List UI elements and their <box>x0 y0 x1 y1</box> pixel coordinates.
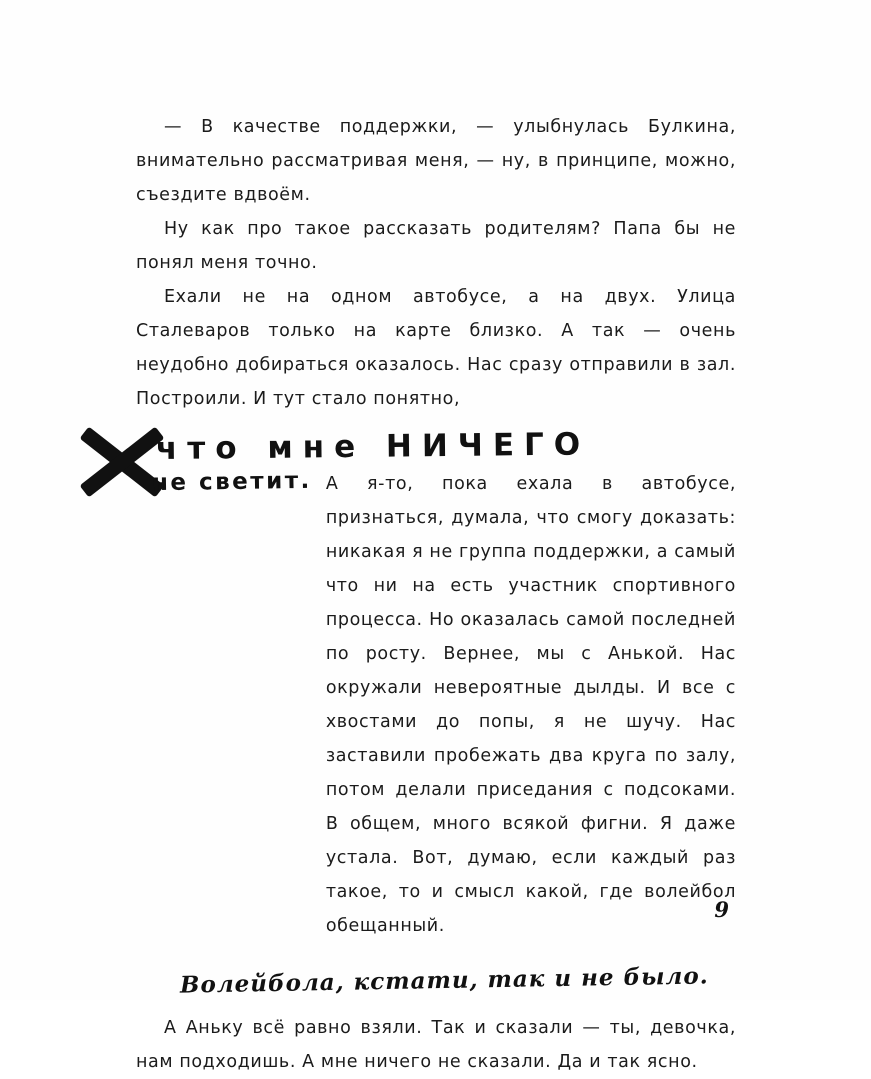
handwritten-line-mid: не светит. <box>151 467 312 497</box>
paragraph: — В качестве поддержки, — улыбнулась Булкина, внимательно рассматривая меня, — ну, в принципе, можно, съездите вдвоём. <box>136 117 736 205</box>
paragraph: Ехали не на одном автобусе, а на двух. Улица Сталеваров только на карте близко. А так — очень неудобно добираться оказалось. Нас сразу отправили в зал. Построили. И тут стало понятно, <box>136 287 736 409</box>
paragraph: Ну как про такое рассказать родителям? Папа бы не понял меня точно. <box>136 219 736 273</box>
paragraph: А Аньку всё равно взяли. Так и сказали — ты, девочка, нам подходишь. А мне ничего не сказали. Да и так ясно. <box>136 1018 736 1072</box>
handwritten-continuation-row <box>136 466 736 943</box>
handwritten-emphasis-block <box>136 426 736 943</box>
page-text-column <box>136 110 736 1079</box>
handwritten-line-big: что мне НИЧЕГО <box>155 426 591 468</box>
paragraph-continuation: А я-то, пока ехала в автобусе, признаться, думала, что смогу доказать: никакая я не группа поддержки, а самый что ни на есть участник спортивного процесса. Но оказалась самой последней по росту. Вернее, мы с Анькой. Нас окружали невероятные дылды. И все с хвостами до попы, я не шучу. Нас заставили пробежать два круга по залу, потом делали приседания с подсоками. В общем, много всякой фигни. Я даже устала. Вот, думаю, если каждый раз такое, то и смысл какой, где волейбол обещанный. <box>325 474 736 936</box>
handwritten-note: Волейбола, кстати, так и не было. <box>179 962 709 999</box>
page-number: 9 <box>714 897 729 922</box>
